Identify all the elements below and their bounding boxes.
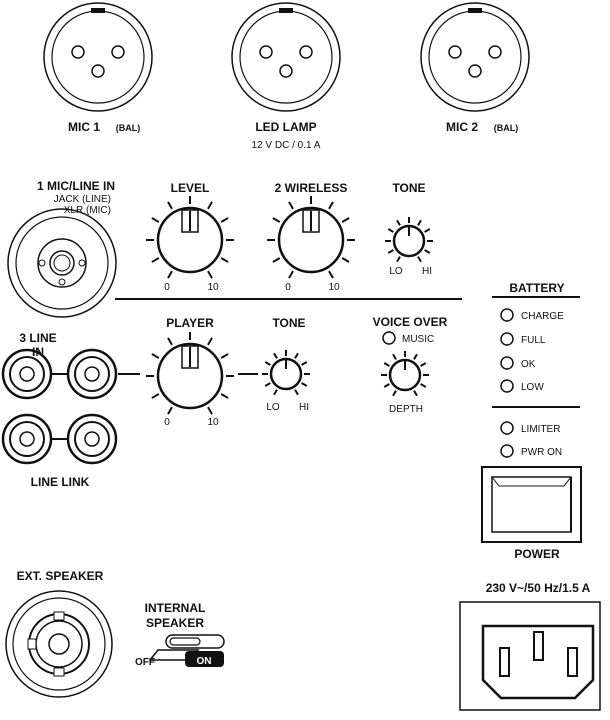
power-switch[interactable] [482, 467, 581, 542]
player-label: PLAYER [166, 316, 214, 330]
line3-title-1: 3 LINE [19, 331, 57, 345]
line-in-rca-right[interactable] [68, 350, 116, 398]
knob-tick [329, 202, 333, 209]
internal-speaker-switch[interactable] [150, 635, 224, 667]
knob-tick [302, 362, 307, 365]
player-max: 10 [207, 417, 219, 428]
knob-tick [273, 258, 280, 262]
tone-mid-lo: LO [266, 402, 280, 413]
led-lamp-spec: 12 V DC / 0.1 A [251, 140, 321, 151]
tone-mid-knob[interactable] [262, 350, 310, 395]
power-label: POWER [514, 547, 560, 561]
knob-tick [265, 362, 270, 365]
knob-tick [208, 407, 212, 414]
internal-speaker-line1: INTERNAL [144, 601, 206, 615]
internal-speaker-line2: SPEAKER [145, 616, 205, 630]
knob-tick [152, 354, 159, 358]
knob-tick [152, 258, 159, 262]
wireless-label: 2 WIRELESS [274, 181, 348, 195]
mic2-xlr-jack[interactable] [421, 3, 529, 111]
ok-led [501, 357, 513, 369]
pwr-on-label: PWR ON [521, 447, 563, 458]
mic2-bal-label: (BAL) [493, 123, 519, 133]
knob-tick [168, 407, 172, 414]
low-led [501, 380, 513, 392]
depth-label: DEPTH [389, 404, 423, 415]
mic1-label: MIC 1 [67, 120, 101, 134]
knob-tick [168, 271, 172, 278]
tone-top-hi: HI [422, 266, 432, 277]
player-min: 0 [164, 417, 170, 428]
knob-tick [393, 354, 396, 359]
line-link-rca-left[interactable] [3, 415, 51, 463]
ok-label: OK [521, 359, 536, 370]
knob-tick [421, 363, 426, 366]
knob-tick [397, 220, 400, 225]
knob-tick [414, 391, 417, 396]
line-in-rca-left[interactable] [3, 350, 51, 398]
mic1-bal-label: (BAL) [115, 123, 141, 133]
knob-tick [393, 391, 396, 396]
led-lamp-label: LED LAMP [255, 120, 317, 134]
knob-tick [168, 202, 172, 209]
line-link-label: LINE LINK [30, 475, 90, 489]
knob-tick [208, 338, 212, 345]
knob-tick [221, 354, 228, 358]
tone-top-knob[interactable] [385, 217, 433, 262]
knob-tick [289, 271, 293, 278]
wireless-min: 0 [285, 282, 291, 293]
level-knob[interactable] [146, 196, 234, 278]
wireless-knob[interactable] [267, 196, 355, 278]
switch-on-label: ON [196, 656, 212, 667]
knob-tick [265, 383, 270, 386]
knob-tick [329, 271, 333, 278]
ch1-xlr-note: XLR (MIC) [63, 205, 111, 216]
charge-led [501, 309, 513, 321]
knob-tick [384, 363, 389, 366]
knob-tick [221, 218, 228, 222]
knob-tick [289, 202, 293, 209]
knob-tick [274, 353, 277, 358]
knob-tick [397, 257, 400, 262]
ch1-jack-note: JACK (LINE) [53, 194, 111, 205]
switch-off-label: OFF [135, 657, 155, 668]
knob-tick [388, 250, 393, 253]
ext-speaker-label: EXT. SPEAKER [16, 569, 104, 583]
knob-tick [168, 338, 172, 345]
knob-tick [384, 384, 389, 387]
knob-tick [152, 218, 159, 222]
level-max: 10 [207, 282, 219, 293]
line-link-rca-right[interactable] [68, 415, 116, 463]
combo-xlr-jack-input[interactable] [8, 209, 116, 317]
line3-title-2: IN [32, 345, 44, 359]
knob-tick [273, 218, 280, 222]
knob-tick [342, 218, 349, 222]
level-min: 0 [164, 282, 170, 293]
knob-tick [152, 394, 159, 398]
knob-tick [208, 271, 212, 278]
limiter-led [501, 422, 513, 434]
knob-tick [221, 258, 228, 262]
music-led [383, 332, 395, 344]
depth-knob[interactable] [381, 351, 429, 396]
voice-over-label: VOICE OVER [372, 315, 448, 329]
full-led [501, 333, 513, 345]
pwr-on-led [501, 445, 513, 457]
low-label: LOW [521, 382, 544, 393]
knob-tick [418, 220, 421, 225]
full-label: FULL [521, 335, 546, 346]
mic2-label: MIC 2 [445, 120, 479, 134]
knob-tick [388, 229, 393, 232]
knob-tick [221, 394, 228, 398]
knob-tick [274, 390, 277, 395]
wireless-max: 10 [328, 282, 340, 293]
mic1-xlr-jack[interactable] [44, 3, 152, 111]
knob-tick [425, 250, 430, 253]
knob-tick [208, 202, 212, 209]
ext-speaker-jack[interactable] [6, 591, 112, 697]
tone-top-lo: LO [389, 266, 403, 277]
tone-mid-hi: HI [299, 402, 309, 413]
tone-top-label: TONE [392, 181, 426, 195]
knob-tick [425, 229, 430, 232]
battery-title: BATTERY [509, 281, 565, 295]
music-label: MUSIC [402, 334, 435, 345]
player-knob[interactable] [146, 332, 234, 414]
led-lamp-xlr-jack[interactable] [232, 3, 340, 111]
iec-power-inlet[interactable] [460, 602, 600, 710]
knob-tick [295, 390, 298, 395]
mains-rating-label: 230 V~/50 Hz/1.5 A [485, 581, 591, 595]
charge-label: CHARGE [521, 311, 564, 322]
knob-tick [342, 258, 349, 262]
limiter-label: LIMITER [521, 424, 561, 435]
tone-mid-label: TONE [272, 316, 306, 330]
level-label: LEVEL [170, 181, 210, 195]
knob-tick [414, 354, 417, 359]
knob-tick [295, 353, 298, 358]
knob-tick [418, 257, 421, 262]
ch1-title: 1 MIC/LINE IN [36, 179, 116, 193]
knob-tick [421, 384, 426, 387]
knob-tick [302, 383, 307, 386]
